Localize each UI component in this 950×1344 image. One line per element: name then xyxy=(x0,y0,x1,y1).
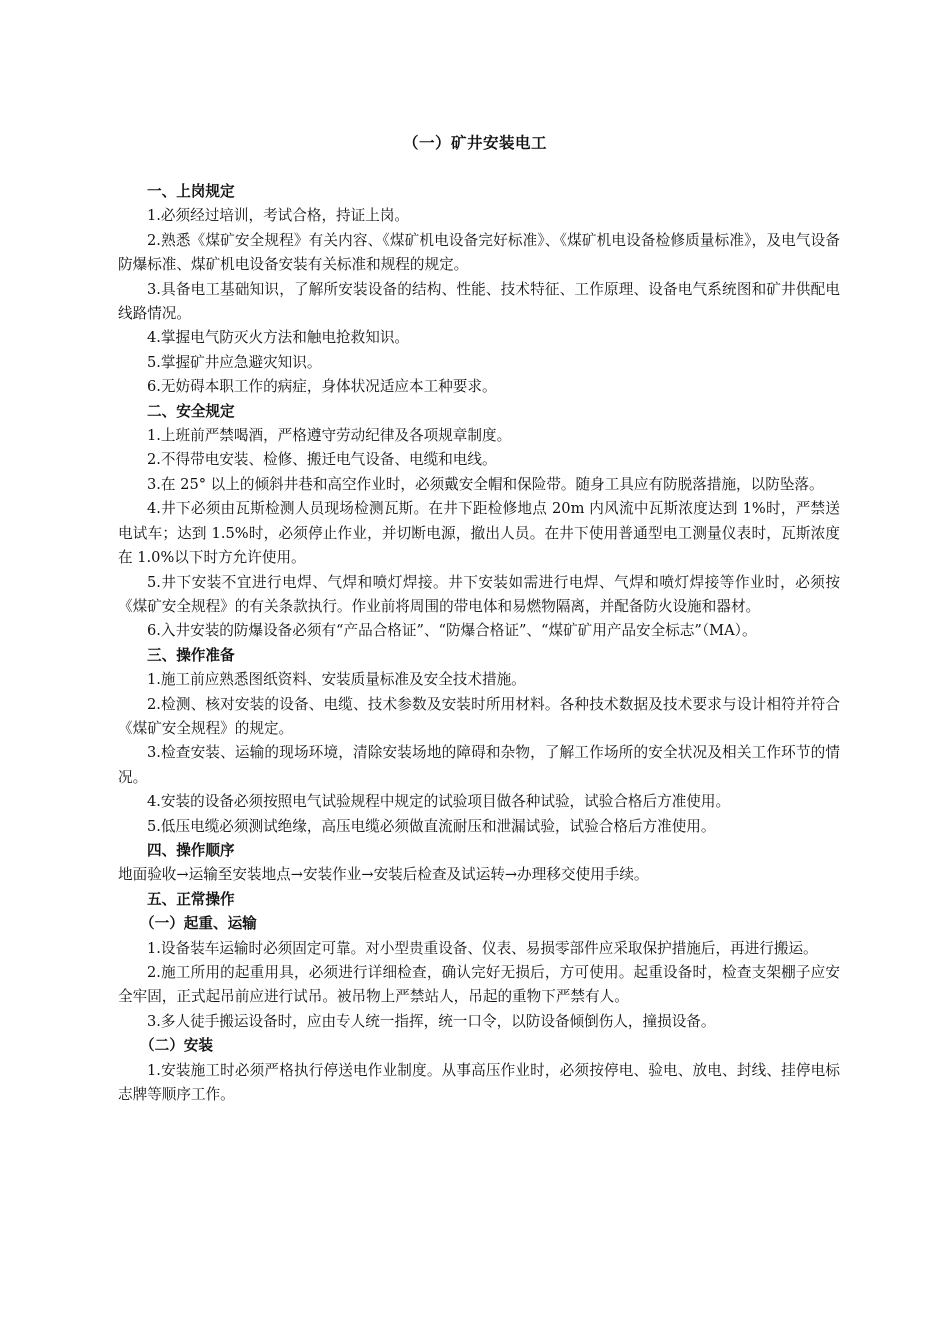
paragraph: 1.必须经过培训，考试合格，持证上岗。 xyxy=(147,207,410,225)
subsection-heading-lifting: （一）起重、运输 xyxy=(140,915,257,933)
paragraph: 6.入井安装的防爆设备必须有“产品合格证”、“防爆合格证”、“煤矿矿用产品安全标志”（MA）。 xyxy=(147,622,757,640)
paragraph: 3.多人徒手搬运设备时，应由专人统一指挥，统一口令，以防设备倾倒伤人，撞损设备。 xyxy=(147,1012,716,1030)
paragraph: 5.低压电缆必须测试绝缘，高压电缆必须做直流耐压和泄漏试验，试验合格后方准使用。 xyxy=(147,817,716,835)
paragraph: 3.在 25° 以上的倾斜井巷和高空作业时，必须戴安全帽和保险带。随身工具应有防脱落措施，以防坠落。 xyxy=(147,475,824,493)
document-body xyxy=(118,180,840,1107)
subsection-heading-installation: （二）安装 xyxy=(140,1037,213,1055)
paragraph: 1.设备装车运输时必须固定可靠。对小型贵重设备、仪表、易损零部件应采取保护措施后，再进行搬运。 xyxy=(147,939,818,957)
paragraph: 5.井下安装不宜进行电焊、气焊和喷灯焊接。井下安装如需进行电焊、气焊和喷灯焊接等作业时，必须按《煤矿安全规程》的有关条款执行。作业前将周围的带电体和易燃物隔离，并配备防火设施和器材。 xyxy=(118,573,840,615)
section-heading-4: 四、操作顺序 xyxy=(147,841,235,859)
paragraph: 3.检查安装、运输的现场环境，清除安装场地的障碍和杂物，了解工作场所的安全状况及相关工作环节的情况。 xyxy=(118,744,840,786)
section-heading-2: 二、安全规定 xyxy=(147,402,235,420)
section-heading-5: 五、正常操作 xyxy=(147,890,235,908)
section-heading-1: 一、上岗规定 xyxy=(147,183,235,200)
paragraph: 地面验收→运输至安装地点→安装作业→安装后检查及试运转→办理移交使用手续。 xyxy=(118,866,649,884)
paragraph: 1.安装施工时必须严格执行停送电作业制度。从事高压作业时，必须按停电、验电、放电、封线、挂停电标志牌等顺序工作。 xyxy=(118,1061,840,1104)
paragraph: 2.不得带电安装、检修、搬迁电气设备、电缆和电线。 xyxy=(147,451,497,469)
paragraph: 5.掌握矿井应急避灾知识。 xyxy=(147,353,322,371)
document-title: （一）矿井安装电工 xyxy=(402,134,547,152)
paragraph: 2.熟悉《煤矿安全规程》有关内容、《煤矿机电设备完好标准》、《煤矿机电设备检修质量标准》，及电气设备防爆标准、煤矿机电设备安装有关标准和规程的规定。 xyxy=(118,231,840,274)
paragraph: 4.井下必须由瓦斯检测人员现场检测瓦斯。在井下距检修地点 20m 内风流中瓦斯浓度达到 1%时，严禁送电试车；达到 1.5%时，必须停止作业，并切断电源，撤出人员。在井下使用普通型电工测量仪表时，瓦斯浓度在 1.0%以下时方允许使用。 xyxy=(118,500,840,567)
paragraph: 4.安装的设备必须按照电气试验规程中规定的试验项目做各种试验，试验合格后方准使用。 xyxy=(147,793,731,811)
paragraph: 6.无妨碍本职工作的病症，身体状况适应本工种要求。 xyxy=(147,378,497,396)
paragraph: 1.上班前严禁喝酒，严格遵守劳动纪律及各项规章制度。 xyxy=(147,427,512,445)
paragraph: 2.检测、核对安装的设备、电缆、技术参数及安装时所用材料。各种技术数据及技术要求与设计相符并符合《煤矿安全规程》的规定。 xyxy=(118,695,840,737)
paragraph: 2.施工所用的起重用具，必须进行详细检查，确认完好无损后，方可使用。起重设备时，检查支架棚子应安全牢固，正式起吊前应进行试吊。被吊物上严禁站人，吊起的重物下严禁有人。 xyxy=(118,964,840,1006)
paragraph: 4.掌握电气防灭火方法和触电抢救知识。 xyxy=(147,329,410,347)
section-heading-3: 三、操作准备 xyxy=(147,646,235,664)
paragraph: 3.具备电工基础知识，了解所安装设备的结构、性能、技术特征、工作原理、设备电气系统图和矿井供配电线路情况。 xyxy=(118,280,840,323)
paragraph: 1.施工前应熟悉图纸资料、安装质量标准及安全技术措施。 xyxy=(147,671,526,689)
